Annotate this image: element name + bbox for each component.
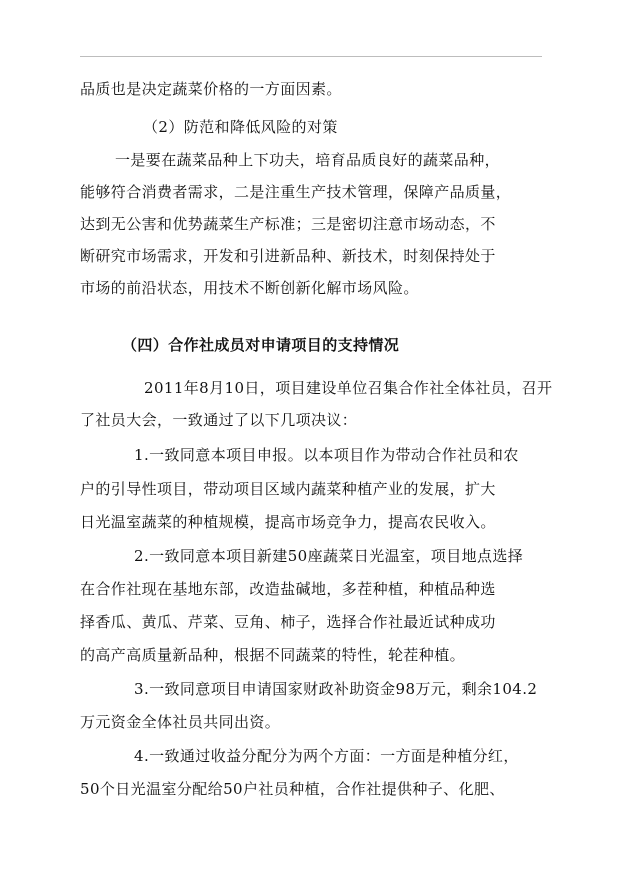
text-line-3: 一是要在蔬菜品种上下功夫，培育品质良好的蔬菜品种，: [115, 151, 501, 169]
resolution-2-line-4: 的高产高质量新品种，根据不同蔬菜的特性，轮茬种植。: [80, 646, 466, 664]
resolution-2-line-1: 2.一致同意本项目新建50座蔬菜日光温室，项目地点选择: [134, 547, 524, 565]
section-heading: （四）合作社成员对申请项目的支持情况: [122, 336, 400, 354]
text-line-7: 市场的前沿状态，用技术不断创新化解市场风险。: [80, 279, 419, 297]
text-line-1: 品质也是决定蔬菜价格的一方面因素。: [80, 80, 342, 98]
text-line-4: 能够符合消费者需求，二是注重生产技术管理，保障产品质量，: [80, 183, 512, 201]
resolution-3-line-2: 万元资金全体社员共同出资。: [80, 713, 281, 731]
text-line-9: 了社员大会，一致通过了以下几项决议：: [80, 411, 358, 429]
resolution-4-line-1: 4.一致通过收益分配分为两个方面：一方面是种植分红，: [134, 747, 519, 765]
subsection-title: （2）防范和降低风险的对策: [143, 118, 338, 136]
resolution-1-line-3: 日光温室蔬菜的种植规模，提高市场竞争力，提高农民收入。: [80, 513, 496, 531]
resolution-4-line-2: 50个日光温室分配给50户社员种植，合作社提供种子、化肥、: [80, 780, 505, 798]
text-line-5: 达到无公害和优势蔬菜生产标准；三是密切注意市场动态，不: [80, 215, 496, 233]
text-line-8: 2011年8月10日，项目建设单位召集合作社全体社员，召开: [144, 379, 553, 397]
resolution-1-line-1: 1.一致同意本项目申报。以本项目作为带动合作社员和农: [134, 446, 519, 464]
resolution-3-line-1: 3.一致同意项目申请国家财政补助资金98万元，剩余104.2: [134, 680, 538, 698]
resolution-2-line-2: 在合作社现在基地东部，改造盐碱地，多茬种植，种植品种选: [80, 580, 496, 598]
header-rule: [80, 56, 542, 57]
text-line-6: 断研究市场需求，开发和引进新品种、新技术，时刻保持处于: [80, 247, 496, 265]
resolution-1-line-2: 户的引导性项目，带动项目区域内蔬菜种植产业的发展，扩大: [80, 480, 496, 498]
resolution-2-line-3: 择香瓜、黄瓜、芹菜、豆角、柿子，选择合作社最近试种成功: [80, 613, 496, 631]
